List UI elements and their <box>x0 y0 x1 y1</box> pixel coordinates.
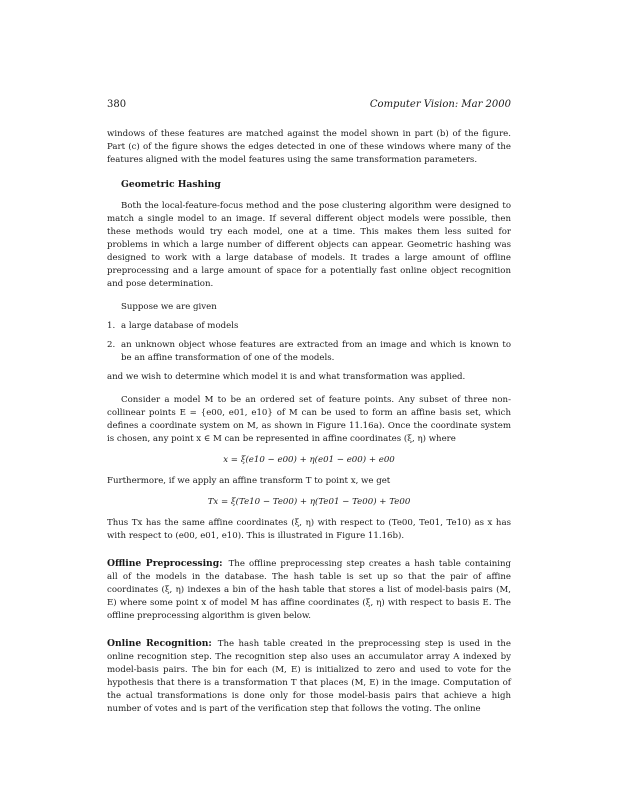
consider-paragraph: Consider a model M to be an ordered set of feature points. Any subset of three non-collinear points E = {e00, e01, e10} of M can be used to form an affine basis set, which defines a coordinate system on M, as shown in Figure 11.16a). Once the coordinate system is chosen, any point x ∈ M can be represented in affine coordinates (ξ, η) where <box>107 395 511 444</box>
page-content <box>107 99 511 716</box>
wish-paragraph: and we wish to determine which model it is and what transformation was applied. <box>107 372 466 382</box>
list-item-text: a large database of models <box>121 321 239 331</box>
equation-affine-transform: Tx = ξ(Te10 − Te00) + η(Te01 − Te00) + Te00 <box>207 497 411 507</box>
list-item <box>107 320 511 333</box>
geometric-hashing-paragraph: Both the local-feature-focus method and the pose clustering algorithm were designed to match a single model to an image. If several different object models were possible, then these methods would try each model, one at a time. This makes them less suited for problems in which a large number of different objects can appear. Geometric hashing was designed to work with a large database of models. It trades a large amount of offline preprocessing and a large amount of space for a potentially fast online object recognition and pose determination. <box>107 201 511 289</box>
suppose-paragraph: Suppose we are given <box>121 302 217 312</box>
offline-text: The offline preprocessing step creates a hash table containing all of the models in the database. The hash table is set up so that the pair of affine coordinates (ξ, η) indexes a bin of the hash table that stores a list of model-basis pairs (M, E) where some point x of model M has affine coordinates (ξ, η) with respect to basis E. The offline preprocessing algorithm is given below. <box>107 559 512 621</box>
online-text: The hash table created in the preprocessing step is used in the online recognition step. The recognition step also uses an accumulator array A indexed by model-basis pairs. The bin for each (M, E) is initialized to zero and used to vote for the hypothesis that there is a transformation T that places (M, E) in the image. Computation of the actual transformations is done only for those model-basis pairs that achieve a high number of votes and is part of the verification step that follows the voting. The online <box>107 639 511 714</box>
offline-preprocessing-paragraph <box>107 557 511 623</box>
intro-paragraph: windows of these features are matched against the model shown in part (b) of the figure. Part (c) of the figure shows the edges detected in one of these windows where many of the features aligned with the model features using the same transformation parameters. <box>107 129 511 165</box>
equation-affine-coordinates: x = ξ(e10 − e00) + η(e01 − e00) + e00 <box>223 455 395 465</box>
running-title: Computer Vision: Mar 2000 <box>369 99 511 110</box>
online-recognition-paragraph <box>107 637 511 716</box>
list-item-text: an unknown object whose features are extracted from an image and which is known to be an affine transformation of one of the models. <box>121 340 511 363</box>
list-item <box>107 339 511 365</box>
page-number: 380 <box>107 99 127 110</box>
section-heading: Geometric Hashing <box>121 179 221 190</box>
online-heading: Online Recognition: <box>107 638 212 649</box>
list-item-number: 2. <box>107 340 116 350</box>
thus-paragraph: Thus Tx has the same affine coordinates (ξ, η) with respect to (Te00, Te01, Te10) as x has with respect to (e00, e01, e10). This is illustrated in Figure 11.16b). <box>107 518 511 541</box>
furthermore-paragraph: Furthermore, if we apply an affine transform T to point x, we get <box>107 476 391 486</box>
given-list <box>107 320 511 365</box>
offline-heading: Offline Preprocessing: <box>107 558 223 569</box>
page-header <box>107 99 511 110</box>
list-item-number: 1. <box>107 321 116 331</box>
